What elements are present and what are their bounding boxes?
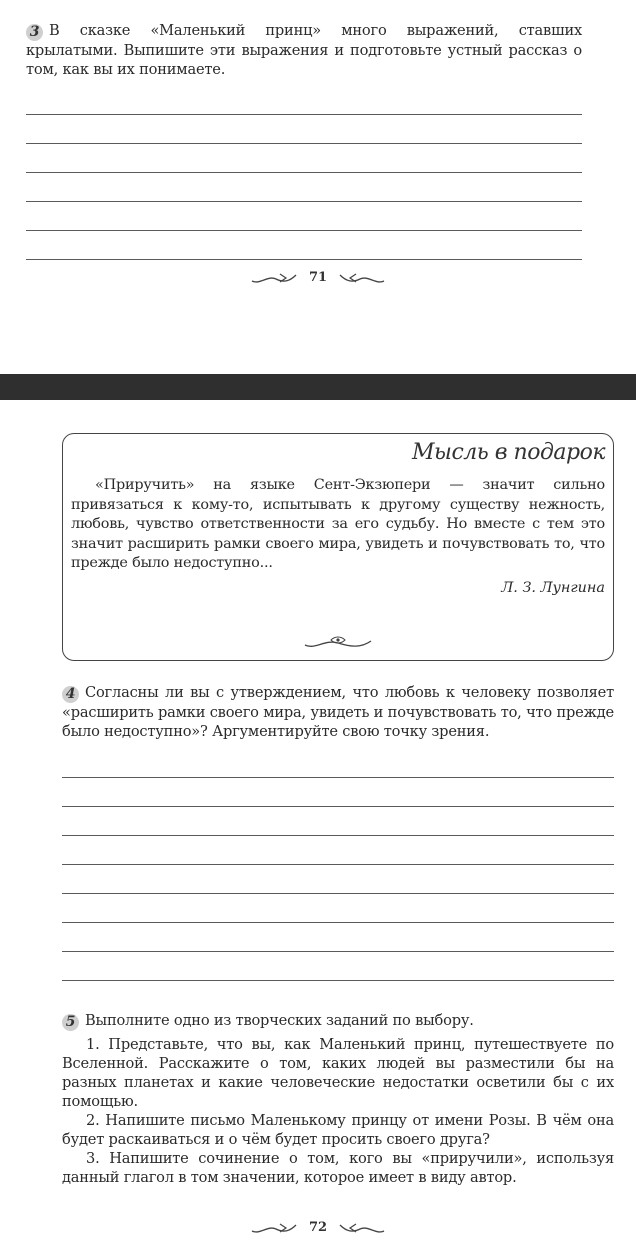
page-folio <box>0 270 636 285</box>
page-71 <box>0 0 636 374</box>
task-5-intro: Выполните одно из творческих заданий по выбору. <box>85 1012 474 1029</box>
page-72 <box>0 400 636 1244</box>
quote-text: «Приручить» на языке Сент-Экзюпери — значит сильно привязаться к кому-то, испытывать к другому существу нежность, любовь, чувство ответственности за его судьбу. Но вместе с тем это значит расширить рамки своего мира, увидеть и почувствовать то, что прежде было недоступно... <box>71 477 605 571</box>
answer-line[interactable] <box>62 806 614 807</box>
task-5 <box>62 1011 614 1187</box>
quote-text-block <box>71 476 605 574</box>
answer-line[interactable] <box>62 893 614 894</box>
answer-line[interactable] <box>62 980 614 981</box>
quote-author: Л. З. Лунгина <box>501 580 605 596</box>
flourish-left-icon <box>250 271 298 285</box>
answer-line[interactable] <box>62 922 614 923</box>
answer-line[interactable] <box>62 835 614 836</box>
answer-line[interactable] <box>26 230 582 231</box>
task-3-text: В сказке «Маленький принц» много выражений, ставших крылатыми. Выпишите эти выражения и подготовьте устный рассказ о том, как вы их понимаете. <box>26 22 582 78</box>
answer-line[interactable] <box>26 172 582 173</box>
answer-line[interactable] <box>26 114 582 115</box>
task-5-option-2: 2. Напишите письмо Маленькому принцу от имени Розы. В чём она будет раскаиваться и о чём будет просить своего друга? <box>62 1112 614 1148</box>
quote-box <box>62 433 614 661</box>
answer-line[interactable] <box>26 259 582 260</box>
task-5-option-3: 3. Напишите сочинение о том, кого вы «приручили», используя данный глагол в том значении, которое имеет в виду автор. <box>62 1150 614 1186</box>
page-number: 71 <box>308 270 328 285</box>
quote-heading: Мысль в подарок <box>412 440 605 465</box>
answer-line[interactable] <box>62 777 614 778</box>
answer-line[interactable] <box>62 864 614 865</box>
page-number: 72 <box>308 1220 328 1235</box>
answer-line[interactable] <box>62 951 614 952</box>
task-4 <box>62 683 614 741</box>
task-4-text: Согласны ли вы с утверждением, что любовь к человеку позволяет «расширить рамки своего мира, увидеть и почувствовать то, что прежде было недоступно»? Аргументируйте свою точку зрения. <box>62 684 614 740</box>
ornament-icon <box>303 636 373 650</box>
task-3 <box>26 21 582 79</box>
answer-line[interactable] <box>26 143 582 144</box>
page-gap-divider <box>0 374 636 400</box>
flourish-left-icon <box>250 1221 298 1235</box>
task-number-badge: 4 <box>62 686 79 703</box>
quote-ornament <box>63 635 613 654</box>
task-5-option-1: 1. Представьте, что вы, как Маленький принц, путешествуете по Вселенной. Расскажите о том, каких людей вы разместили бы на разных планетах и какие человеческие недостатки осветили бы с их помощью. <box>62 1036 614 1110</box>
answer-line[interactable] <box>26 201 582 202</box>
task-number-badge: 5 <box>62 1014 79 1031</box>
flourish-right-icon <box>338 271 386 285</box>
flourish-right-icon <box>338 1221 386 1235</box>
page-folio <box>0 1220 636 1235</box>
task-number-badge: 3 <box>26 24 43 41</box>
